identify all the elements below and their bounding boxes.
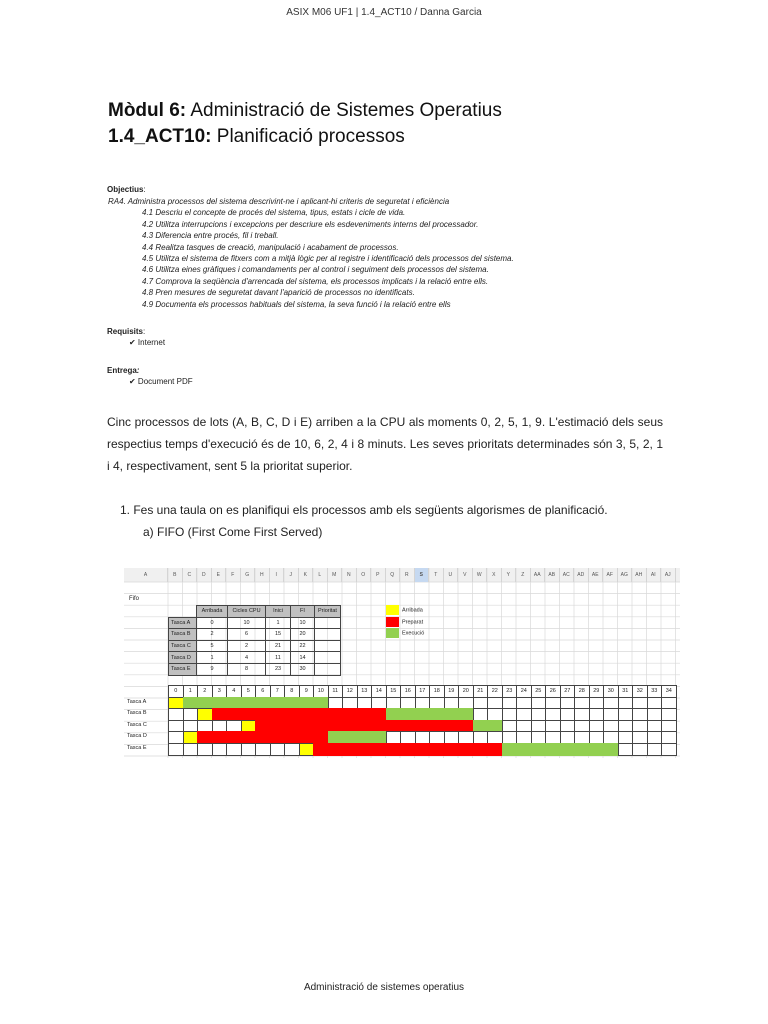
table-cell: 15 <box>266 629 291 641</box>
gantt-cell <box>168 743 184 756</box>
table-header: Cicles CPU <box>228 606 266 618</box>
column-header: AI <box>647 568 662 582</box>
table-header: Inici <box>266 606 291 618</box>
gantt-cell-ready <box>487 743 503 756</box>
timeline-tick: 34 <box>661 685 677 698</box>
timeline-tick: 5 <box>241 685 257 698</box>
table-cell: 1 <box>266 617 291 629</box>
row-name-cell: Tasca A <box>169 617 197 629</box>
timeline-tick: 27 <box>560 685 576 698</box>
column-header: K <box>299 568 314 582</box>
gantt-cell-ready <box>328 743 344 756</box>
legend-label: Arribada <box>402 607 423 614</box>
gantt-cell-ready <box>342 743 358 756</box>
gantt-cell <box>647 743 663 756</box>
legend-item <box>386 628 424 638</box>
sheet-name-label: Fifo <box>129 596 140 602</box>
legend-swatch <box>386 628 399 638</box>
table-cell <box>315 617 341 629</box>
legend-item <box>386 605 423 615</box>
table-cell: 10 <box>228 617 266 629</box>
timeline-tick: 24 <box>516 685 532 698</box>
gantt-cell-exec <box>560 743 576 756</box>
table-row <box>169 617 341 629</box>
question-1: 1. Fes una taula on es planifiqui els processos amb els següents algorismes de planificació. <box>120 503 608 517</box>
timeline-tick: 18 <box>429 685 445 698</box>
objective-item: 4.4 Realitza tasques de creació, manipulació i acabament de processos. <box>142 242 399 252</box>
table-cell: 9 <box>197 663 228 675</box>
requirements-heading: Requisits <box>107 327 144 336</box>
gantt-cell-exec <box>531 743 547 756</box>
legend-swatch <box>386 605 399 615</box>
gantt-cell-ready <box>444 743 460 756</box>
delivery-section: Entrega: ✔ Document PDF <box>107 366 193 387</box>
table-cell: 21 <box>266 640 291 652</box>
table-row <box>169 629 341 641</box>
gantt-cell <box>255 743 271 756</box>
table-cell: 1 <box>197 652 228 664</box>
table-cell: 10 <box>291 617 315 629</box>
column-header: C <box>183 568 198 582</box>
timeline-tick: 12 <box>342 685 358 698</box>
column-header: AB <box>545 568 560 582</box>
title-module-label: Mòdul 6: <box>108 100 187 121</box>
gantt-row-label: Tasca D <box>127 733 147 740</box>
timeline-tick: 10 <box>313 685 329 698</box>
timeline-tick: 13 <box>357 685 373 698</box>
timeline-tick: 15 <box>386 685 402 698</box>
timeline-tick: 33 <box>647 685 663 698</box>
timeline-tick: 6 <box>255 685 271 698</box>
column-header: W <box>473 568 488 582</box>
column-header: AC <box>560 568 575 582</box>
timeline-tick: 29 <box>589 685 605 698</box>
timeline-tick: 8 <box>284 685 300 698</box>
gantt-cell <box>183 743 199 756</box>
objective-item: 4.3 Diferencia entre procés, fil i treball. <box>142 231 279 241</box>
delivery-item: ✔ Document PDF <box>129 377 193 387</box>
gantt-cell <box>661 743 677 756</box>
row-name-cell: Tasca E <box>169 663 197 675</box>
question-1a: a) FIFO (First Come First Served) <box>143 525 323 539</box>
column-header: N <box>342 568 357 582</box>
legend-item <box>386 617 423 627</box>
problem-statement: Cinc processos de lots (A, B, C, D i E) arriben a la CPU als moments 0, 2, 5, 1, 9. L'estimació dels seus respectius temps d'execució és de 10, 6, 2, 4 i 8 minuts. Les seves prioritats determinades són 3, 5, 2, 1 i 4, respectivament, sent 5 la prioritat superior. <box>107 415 663 473</box>
gantt-cell-ready <box>429 743 445 756</box>
column-header: S <box>415 568 430 582</box>
gantt-row-label: Tasca C <box>127 721 147 728</box>
gantt-cell-ready <box>458 743 474 756</box>
title-activity-name: Planificació processos <box>211 126 405 147</box>
objectives-heading: Objectius: <box>107 185 146 194</box>
timeline-tick: 7 <box>270 685 286 698</box>
table-row <box>169 640 341 652</box>
column-header: AF <box>603 568 618 582</box>
column-header: M <box>328 568 343 582</box>
timeline-tick: 9 <box>299 685 315 698</box>
objective-item: 4.5 Utilitza el sistema de fitxers com a mitjà lògic per al registre i identificació dels processos del sistema. <box>142 254 514 264</box>
column-header: U <box>444 568 459 582</box>
column-header: G <box>241 568 256 582</box>
table-cell: 14 <box>291 652 315 664</box>
table-cell: 2 <box>197 629 228 641</box>
column-header: T <box>429 568 444 582</box>
table-header: Arribada <box>197 606 228 618</box>
timeline-tick: 32 <box>632 685 648 698</box>
table-cell: 2 <box>228 640 266 652</box>
table-cell <box>315 640 341 652</box>
title-activity-label: 1.4_ACT10: <box>108 126 212 147</box>
column-header: L <box>313 568 328 582</box>
table-cell: 5 <box>197 640 228 652</box>
gantt-cell <box>618 743 634 756</box>
timeline-tick: 30 <box>603 685 619 698</box>
table-header: Prioritat <box>315 606 341 618</box>
table-cell: 8 <box>228 663 266 675</box>
table-cell: 11 <box>266 652 291 664</box>
objective-item: 4.2 Utilitza interrupcions i excepcions per descriure els esdeveniments interns del processador. <box>142 219 479 229</box>
gantt-cell-exec <box>603 743 619 756</box>
timeline-tick: 28 <box>574 685 590 698</box>
column-header: P <box>371 568 386 582</box>
table-cell: 23 <box>266 663 291 675</box>
column-header: Z <box>516 568 531 582</box>
table-cell: 6 <box>228 629 266 641</box>
timeline-tick: 20 <box>458 685 474 698</box>
objectives-list <box>108 196 514 310</box>
requirement-item: ✔ Internet <box>129 338 166 348</box>
row-name-cell: Tasca B <box>169 629 197 641</box>
gantt-cell-ready <box>313 743 329 756</box>
gantt-cell <box>632 743 648 756</box>
column-header: B <box>168 568 183 582</box>
table-header: FI <box>291 606 315 618</box>
timeline-tick: 26 <box>545 685 561 698</box>
timeline-tick: 17 <box>415 685 431 698</box>
gantt-cell <box>197 743 213 756</box>
legend-label: Preparat <box>402 619 424 626</box>
column-header: AD <box>574 568 589 582</box>
gantt-cell-exec <box>574 743 590 756</box>
timeline-tick: 25 <box>531 685 547 698</box>
objective-item: 4.9 Documenta els processos habituals del sistema, la seva funció i la relació entre ells <box>142 299 451 309</box>
gantt-cell <box>284 743 300 756</box>
table-cell <box>315 652 341 664</box>
gantt-cell-ready <box>400 743 416 756</box>
table-cell: 0 <box>197 617 228 629</box>
column-header: AG <box>618 568 633 582</box>
timeline-tick: 14 <box>371 685 387 698</box>
row-name-cell: Tasca D <box>169 652 197 664</box>
timeline-tick: 19 <box>444 685 460 698</box>
title-module-name: Administració de Sistemes Operatius <box>186 100 502 121</box>
gantt-row-label: Tasca E <box>127 745 147 751</box>
gantt-cell-exec <box>516 743 532 756</box>
column-header: AE <box>589 568 604 582</box>
column-header: F <box>226 568 241 582</box>
page-title <box>108 98 502 150</box>
column-header: O <box>357 568 372 582</box>
gantt-cell <box>270 743 286 756</box>
gantt-cell-ready <box>415 743 431 756</box>
column-header: R <box>400 568 415 582</box>
gantt-cell-ready <box>357 743 373 756</box>
timeline-tick: 3 <box>212 685 228 698</box>
table-cell: 30 <box>291 663 315 675</box>
column-header: I <box>270 568 285 582</box>
gantt-cell-exec <box>545 743 561 756</box>
column-header: D <box>197 568 212 582</box>
gantt-cell <box>241 743 257 756</box>
table-cell <box>315 629 341 641</box>
gantt-cell-exec <box>589 743 605 756</box>
gantt-cell-ready <box>473 743 489 756</box>
column-header: V <box>458 568 473 582</box>
table-cell: 20 <box>291 629 315 641</box>
gantt-cell-arrival <box>299 743 315 756</box>
legend-label: Execució <box>402 630 425 637</box>
timeline-tick: 2 <box>197 685 213 698</box>
table-cell <box>315 663 341 675</box>
objective-ra: RA4. Administra processos del sistema descrivint-ne i aplicant-hi criteris de seguretat i eficiència <box>108 197 450 206</box>
column-header: AA <box>531 568 546 582</box>
timeline-tick: 31 <box>618 685 634 698</box>
timeline-tick: 16 <box>400 685 416 698</box>
column-header: Y <box>502 568 517 582</box>
gantt-cell-ready <box>386 743 402 756</box>
table-row <box>169 652 341 664</box>
table-cell: 4 <box>228 652 266 664</box>
delivery-heading: Entrega <box>107 366 137 375</box>
column-header: AJ <box>661 568 676 582</box>
column-header: J <box>284 568 299 582</box>
gantt-row-label: Tasca A <box>127 698 147 705</box>
column-header: Q <box>386 568 401 582</box>
timeline-tick: 1 <box>183 685 199 698</box>
column-header: A <box>124 568 168 582</box>
legend-swatch <box>386 617 399 627</box>
process-table <box>168 605 341 676</box>
timeline-tick: 4 <box>226 685 242 698</box>
page-footer: Administració de sistemes operatius <box>303 982 465 993</box>
requirements-section: Requisits: ✔ Internet <box>107 327 166 348</box>
gantt-cell-ready <box>371 743 387 756</box>
gantt-cell <box>212 743 228 756</box>
objective-item: 4.8 Pren mesures de seguretat davant l'aparició de processos no identificats. <box>142 288 415 298</box>
objective-item: 4.7 Comprova la seqüència d'arrencada del sistema, els processos implicats i la relació entre ells. <box>142 276 489 286</box>
timeline-tick: 21 <box>473 685 489 698</box>
table-row <box>169 663 341 675</box>
timeline-tick: 11 <box>328 685 344 698</box>
page-header: ASIX M06 UF1 | 1.4_ACT10 / Danna Garcia <box>286 7 482 18</box>
gantt-cell-exec <box>502 743 518 756</box>
timeline-tick: 0 <box>168 685 184 698</box>
row-name-cell: Tasca C <box>169 640 197 652</box>
timeline-tick: 23 <box>502 685 518 698</box>
column-header: E <box>212 568 227 582</box>
objective-item: 4.6 Utilitza eines gràfiques i comandaments per al control i seguiment dels processos del sistema. <box>142 265 489 275</box>
timeline-tick: 22 <box>487 685 503 698</box>
gantt-row-label: Tasca B <box>127 710 147 717</box>
gantt-cell <box>226 743 242 756</box>
column-header: X <box>487 568 502 582</box>
objective-item: 4.1 Descriu el concepte de procés del sistema, tipus, estats i cicle de vida. <box>142 208 406 218</box>
spreadsheet-screenshot <box>124 568 680 758</box>
table-cell: 22 <box>291 640 315 652</box>
column-header: AH <box>632 568 647 582</box>
column-header: H <box>255 568 270 582</box>
